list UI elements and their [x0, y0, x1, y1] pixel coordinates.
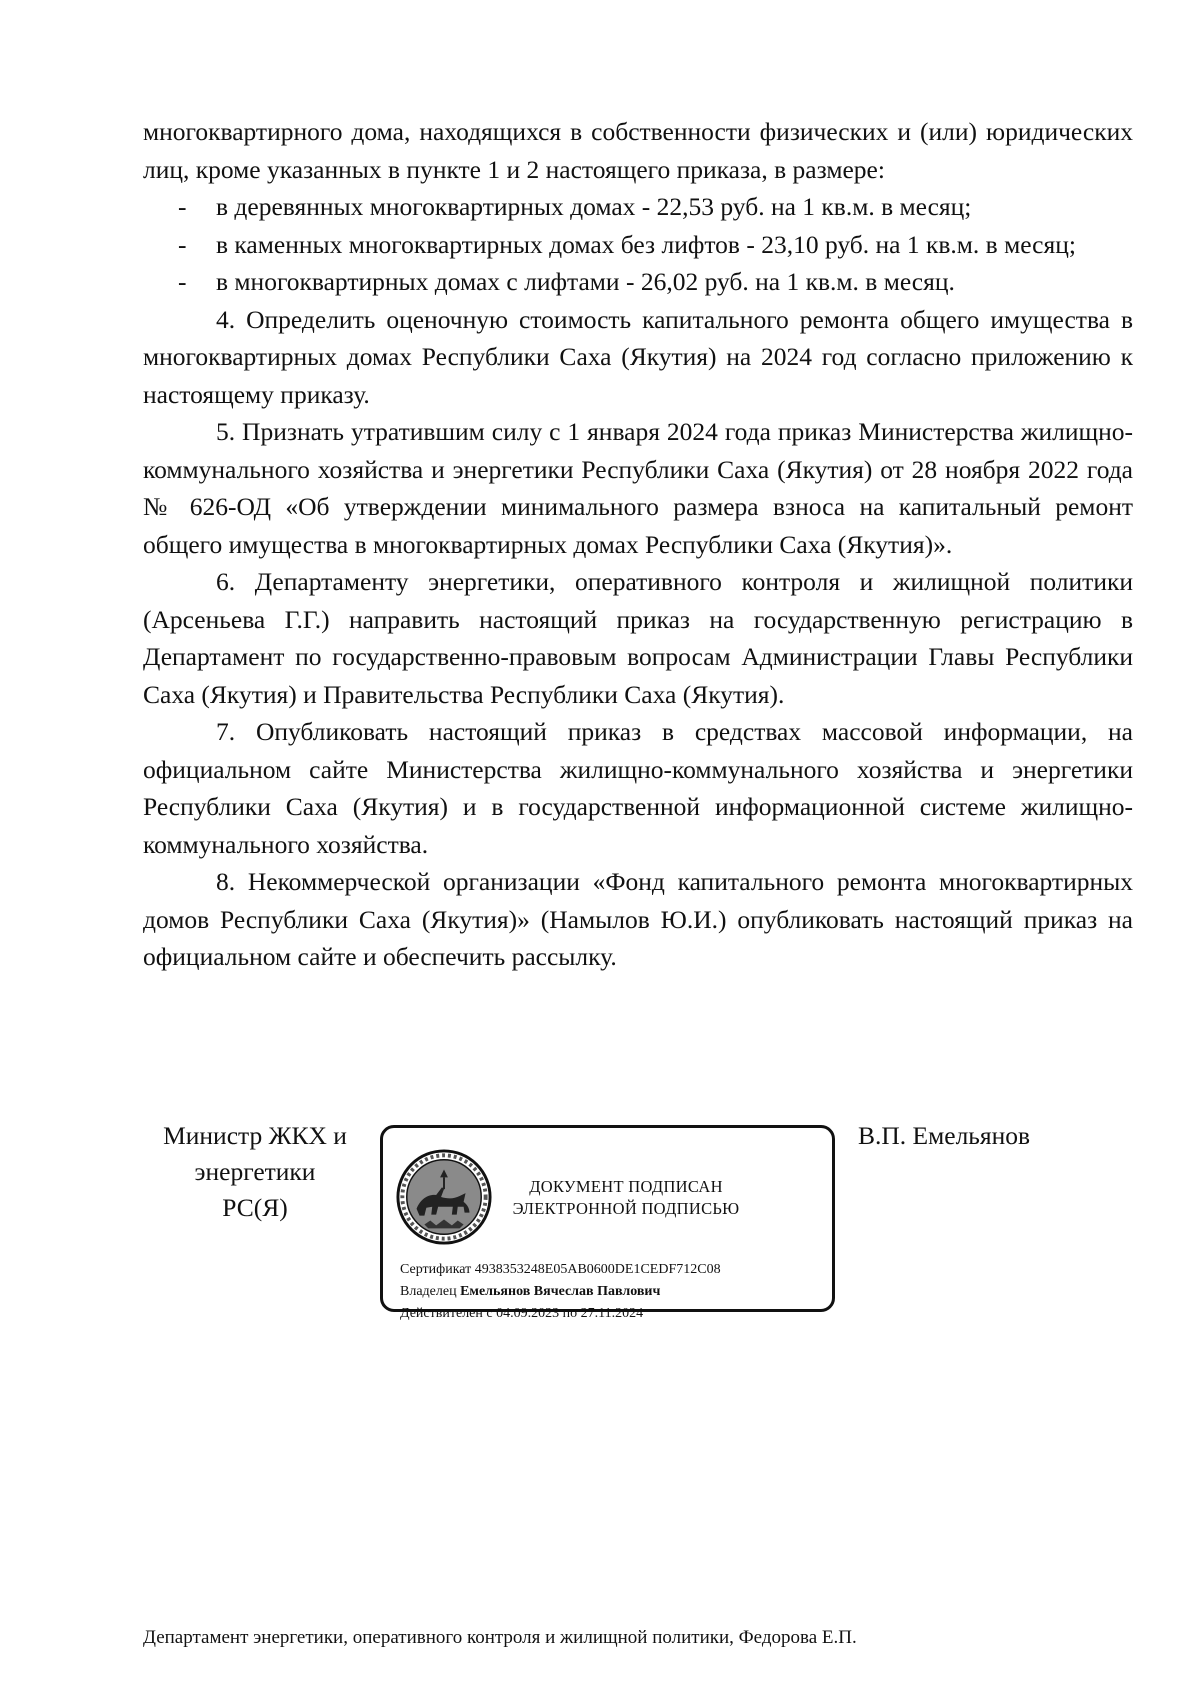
certificate-line — [400, 1259, 721, 1281]
valid-from-date: 04.09.2023 — [496, 1306, 560, 1321]
stamp-title-line: ДОКУМЕНТ ПОДПИСАН — [529, 1177, 723, 1196]
stamp-title-line: ЭЛЕКТРОННОЙ ПОДПИСЬЮ — [512, 1199, 740, 1218]
signer-position — [150, 1118, 360, 1226]
paragraph-6: 6. Департаменту энергетики, оперативного контроля и жилищной политики (Арсеньева Г.Г.) направить настоящий приказ на государственную регистрацию в Департамент по государственно-правовым вопросам Администрации Главы Республики Саха (Якутия) и Правительства Республики Саха (Якутия). — [143, 567, 1133, 709]
valid-to-label: по — [562, 1306, 578, 1321]
bullet-text: в каменных многоквартирных домах без лифтов - 23,10 руб. на 1 кв.м. в месяц; — [216, 229, 1076, 259]
owner-label: Владелец — [400, 1284, 457, 1299]
bullet-item — [143, 226, 1133, 264]
paragraph-5: 5. Признать утратившим силу с 1 января 2024 года приказ Министерства жилищно-коммунального хозяйства и энергетики Республики Саха (Якутия) от 28 ноября 2022 года № 626-ОД «Об утверждении минимального размера взноса на капитальный ремонт общего имущества в многоквартирных домах Республики Саха (Якутия)». — [143, 417, 1133, 559]
bullet-text: в деревянных многоквартирных домах - 22,53 руб. на 1 кв.м. в месяц; — [216, 192, 972, 221]
bullet-marker: - — [178, 192, 187, 221]
electronic-signature-stamp — [380, 1125, 835, 1321]
bullet-marker: - — [178, 229, 187, 259]
signer-name: В.П. Емельянов — [858, 1121, 1031, 1150]
document-body — [143, 113, 1133, 976]
paragraph-8: 8. Некоммерческой организации «Фонд капитального ремонта многоквартирных домов Республики Саха (Якутия)» (Намылов Ю.И.) опубликовать настоящий приказ на официальном сайте и обеспечить рассылку. — [143, 867, 1133, 971]
validity-line — [400, 1303, 721, 1325]
paragraph-7: 7. Опубликовать настоящий приказ в средствах массовой информации, на официальном сайте Министерства жилищно-коммунального хозяйства и энергетики Республики Саха (Якутия) и в государственной информационной системе жилищно-коммунального хозяйства. — [143, 717, 1133, 859]
signer-position-line: Министр ЖКХ и — [163, 1121, 347, 1150]
stamp-title — [501, 1176, 751, 1220]
yakutia-coat-of-arms-icon — [395, 1148, 493, 1246]
bullet-text: в многоквартирных домах с лифтами - 26,02 руб. на 1 кв.м. в месяц. — [216, 267, 955, 296]
certificate-number: 4938353248E05AB0600DE1CEDF712C08 — [474, 1262, 721, 1277]
paragraph-4: 4. Определить оценочную стоимость капитального ремонта общего имущества в многоквартирных домах Республики Саха (Якутия) на 2024 год согласно приложению к настоящему приказу. — [143, 304, 1133, 409]
owner-name: Емельянов Вячеслав Павлович — [460, 1284, 661, 1299]
signer-position-line: энергетики — [194, 1157, 316, 1186]
document-footer: Департамент энергетики, оперативного контроля и жилищной политики, Федорова Е.П. — [143, 1627, 857, 1648]
certificate-label: Сертификат — [400, 1262, 472, 1277]
signer-position-line: РС(Я) — [222, 1193, 288, 1222]
bullet-item — [143, 188, 1133, 226]
bullet-marker: - — [178, 267, 187, 296]
validity-label: Действителен с — [400, 1306, 493, 1321]
owner-line — [400, 1281, 721, 1303]
signature-block — [0, 1118, 1200, 1338]
stamp-details — [400, 1259, 721, 1325]
bullet-item — [143, 263, 1133, 301]
valid-to-date: 27.11.2024 — [580, 1306, 644, 1321]
paragraph-continuation: многоквартирного дома, находящихся в собственности физических и (или) юридических лиц, кроме указанных в пункте 1 и 2 настоящего приказа, в размере: — [143, 117, 1133, 184]
